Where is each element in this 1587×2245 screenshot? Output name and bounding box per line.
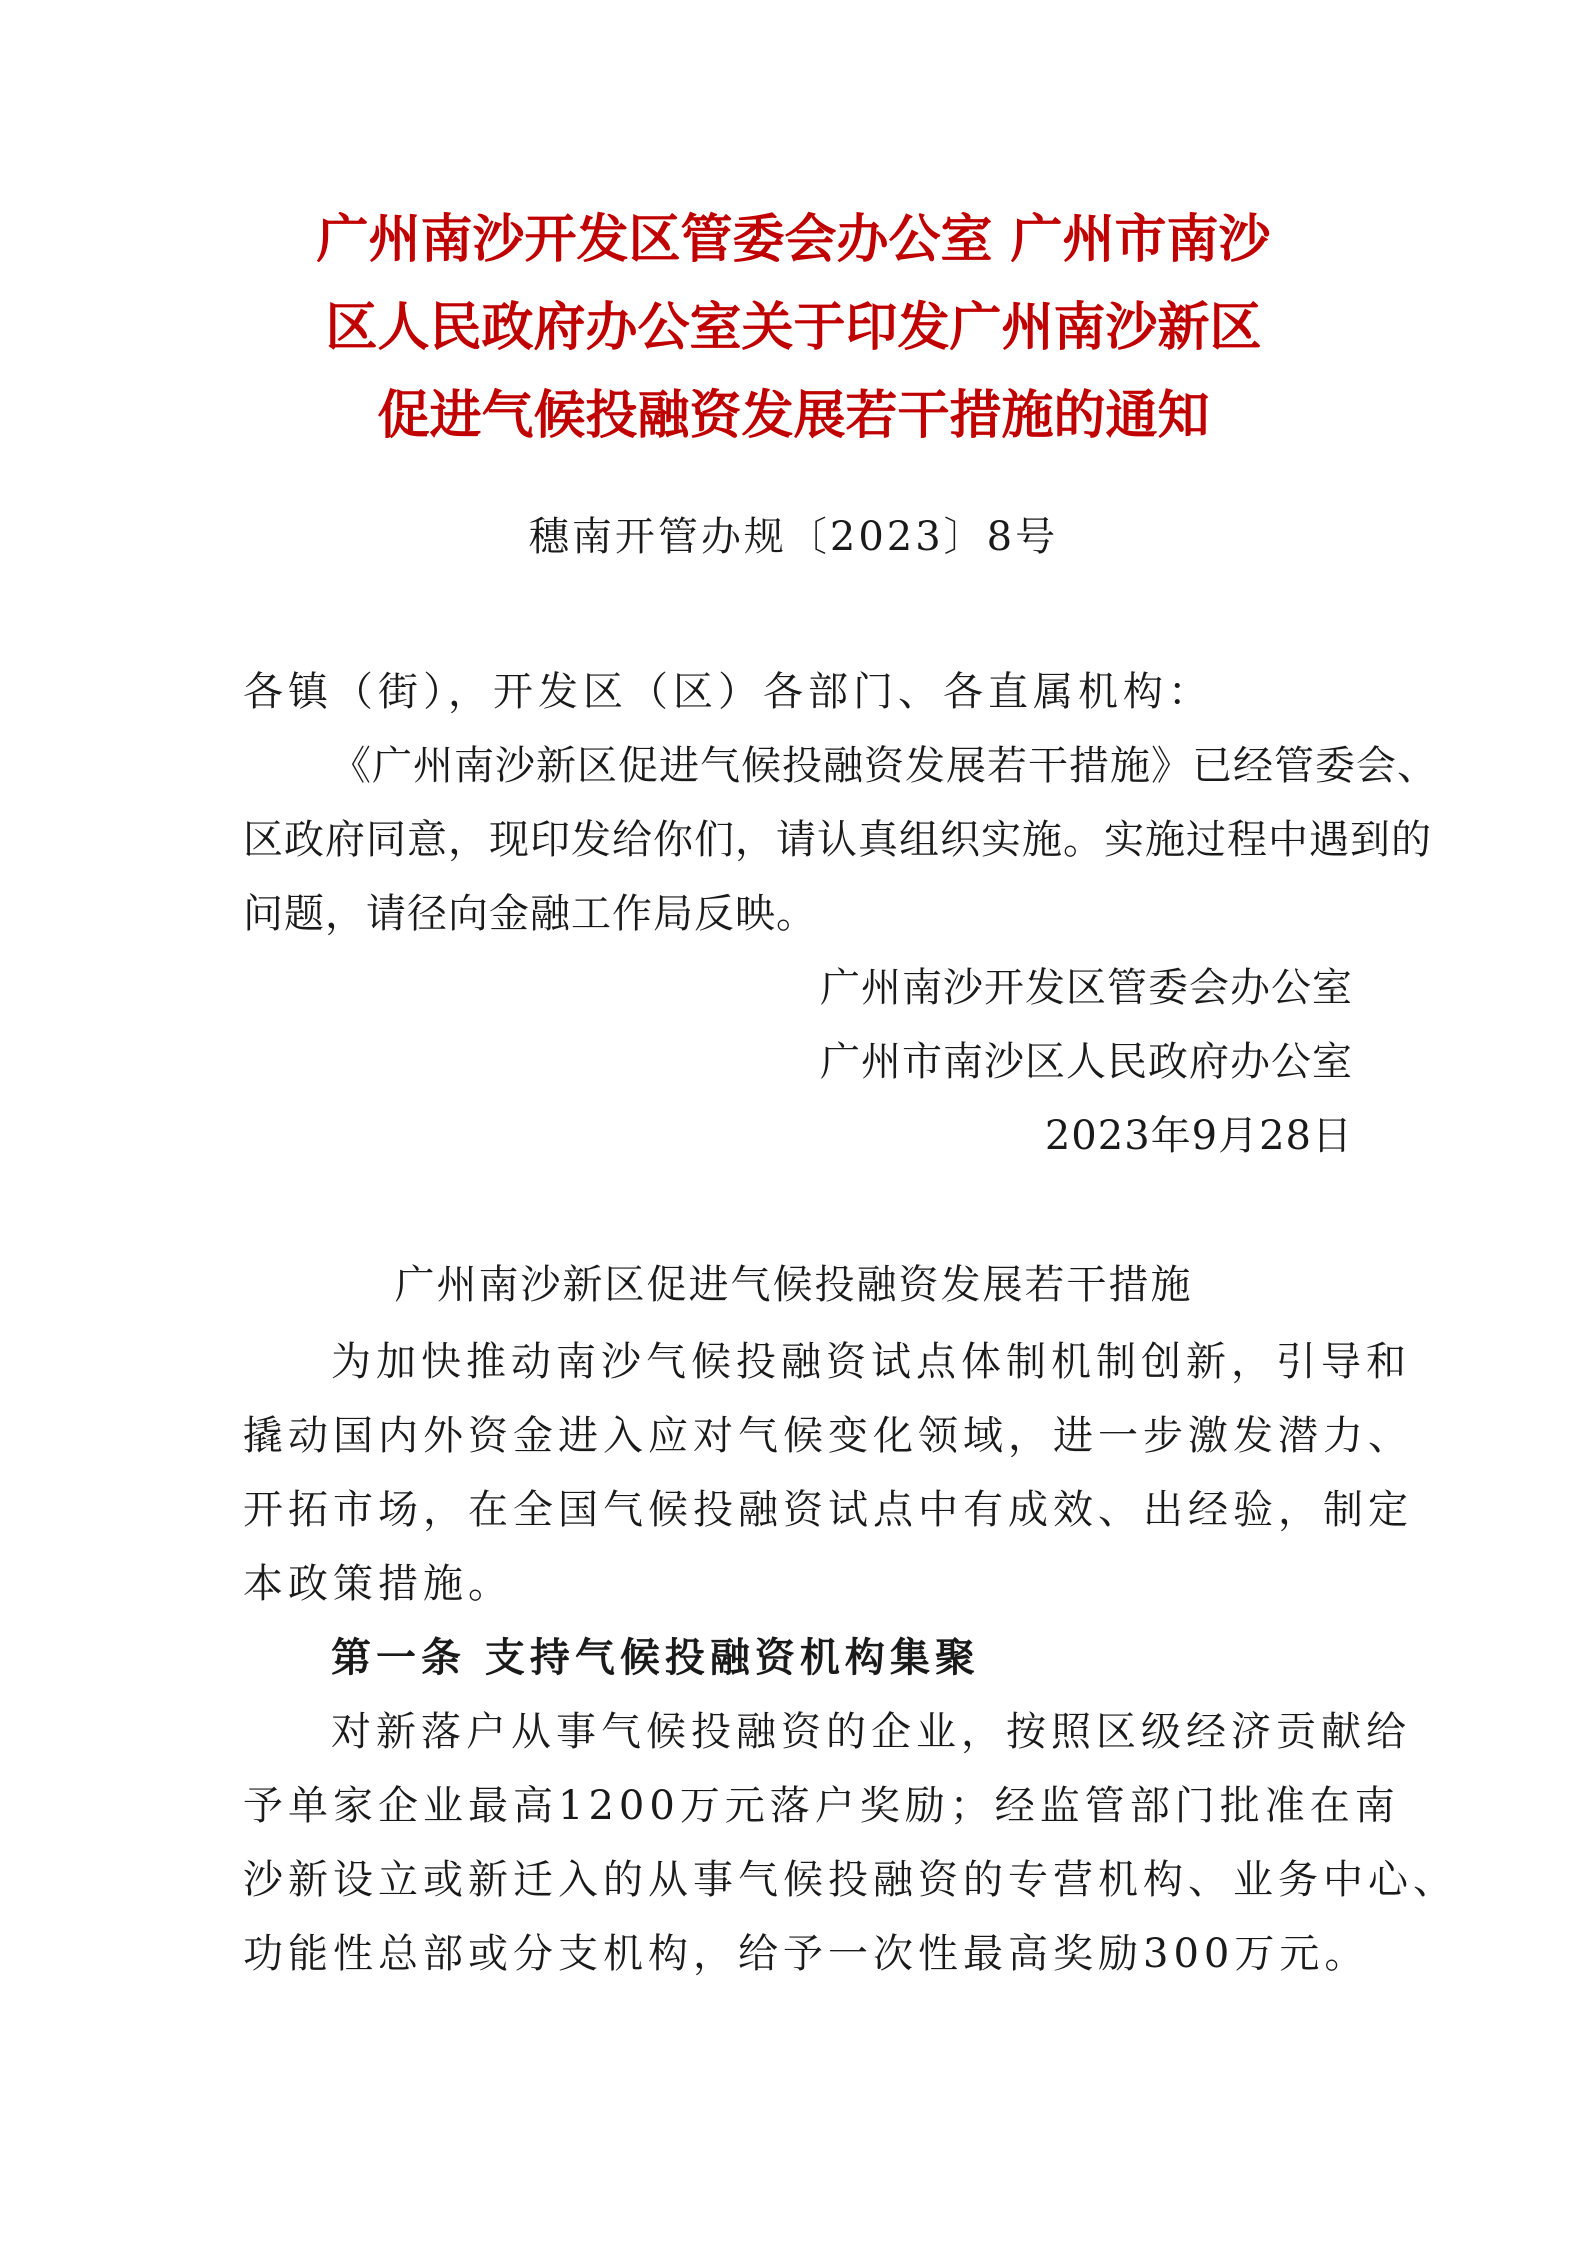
recipients: 各镇（街），开发区（区）各部门、各直属机构： xyxy=(243,669,1213,715)
measures-body xyxy=(243,1325,1458,1991)
title-line-2: 区人民政府办公室关于印发广州南沙新区 xyxy=(325,297,1262,358)
signature-2: 广州市南沙区人民政府办公室 xyxy=(820,1039,1353,1085)
title-line-3: 促进气候投融资发展若干措施的通知 xyxy=(377,385,1210,446)
intro-line-3: 开拓市场，在全国气候投融资试点中有成效、出经验，制定 xyxy=(243,1487,1413,1533)
notice-line-2: 区政府同意，现印发给你们，请认真组织实施。实施过程中遇到的 xyxy=(243,817,1432,863)
document-title xyxy=(200,196,1387,460)
intro-line-2: 撬动国内外资金进入应对气候变化领域，进一步激发潜力、 xyxy=(243,1413,1413,1459)
article-1-title: 第一条 支持气候投融资机构集聚 xyxy=(331,1634,980,1681)
title-line-1: 广州南沙开发区管委会办公室 广州市南沙 xyxy=(316,209,1271,270)
section-title: 广州南沙新区促进气候投融资发展若干措施 xyxy=(394,1262,1193,1308)
document-number: 穗南开管办规〔2023〕8号 xyxy=(528,514,1059,560)
notice-body xyxy=(243,655,1438,1173)
article-1-line-2: 予单家企业最高1200万元落户奖励；经监管部门批准在南 xyxy=(243,1783,1400,1829)
issue-date: 2023年9月28日 xyxy=(1044,1113,1353,1159)
signature-1: 广州南沙开发区管委会办公室 xyxy=(820,965,1353,1011)
intro-line-4: 本政策措施。 xyxy=(243,1561,513,1607)
notice-line-3: 问题，请径向金融工作局反映。 xyxy=(243,891,817,937)
article-1-line-4: 功能性总部或分支机构，给予一次性最高奖励300万元。 xyxy=(243,1931,1370,1977)
notice-line-1: 《广州南沙新区促进气候投融资发展若干措施》已经管委会、 xyxy=(331,743,1438,789)
intro-line-1: 为加快推动南沙气候投融资试点体制机制创新，引导和 xyxy=(331,1339,1411,1385)
article-1-line-1: 对新落户从事气候投融资的企业，按照区级经济贡献给 xyxy=(331,1709,1411,1755)
article-1-line-3: 沙新设立或新迁入的从事气候投融资的专营机构、业务中心、 xyxy=(243,1857,1458,1903)
